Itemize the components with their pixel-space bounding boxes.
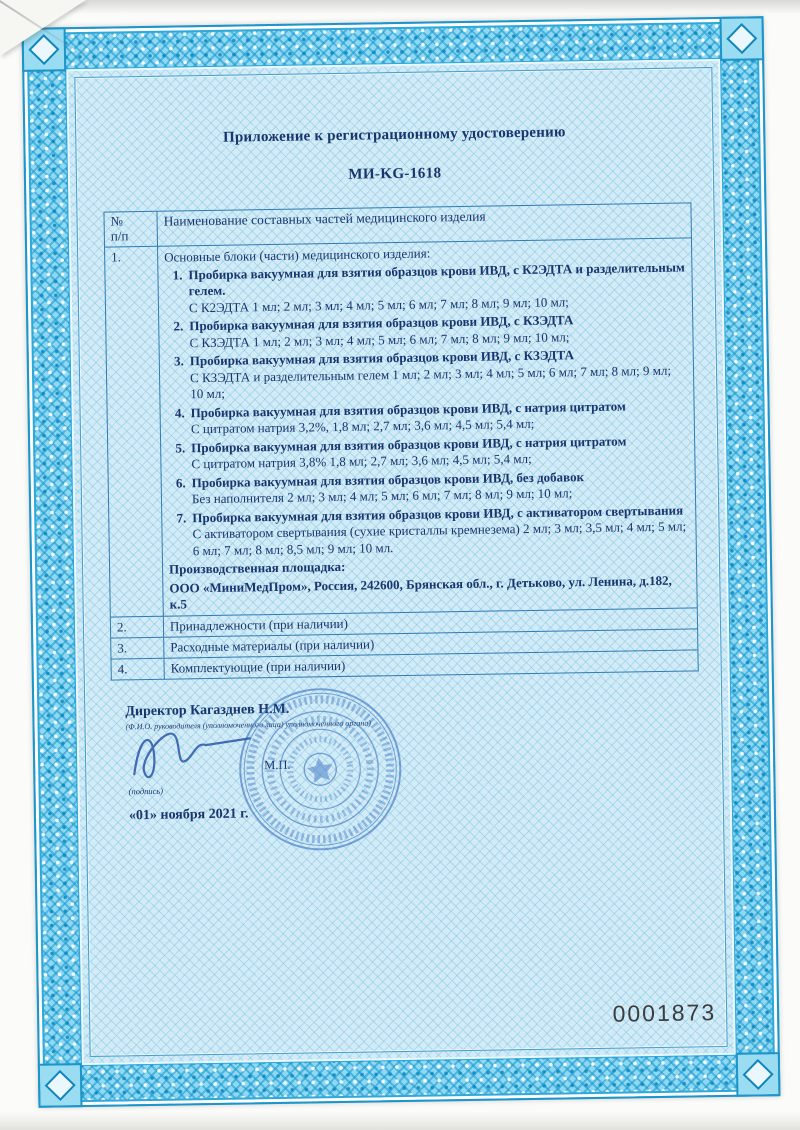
row-text: Принадлежности (при наличии): [163, 608, 697, 637]
item-text: [191, 398, 627, 438]
row-num: 2.: [110, 616, 163, 638]
row-num: 4.: [111, 658, 164, 680]
component-item: [167, 432, 688, 473]
component-item: [167, 397, 688, 438]
row-text: Расходные материалы (при наличии): [164, 629, 698, 658]
item-number: 7.: [176, 510, 187, 526]
item-number: 2.: [173, 318, 184, 334]
header-name: Наименование составных частей медицинского изделия: [157, 203, 691, 246]
component-item: [165, 311, 686, 352]
header-num: [104, 211, 158, 247]
item-number: 5.: [175, 440, 186, 456]
item-desc: С К2ЭДТА 1 мл; 2 мл; 3 мл; 4 мл; 5 мл; 6 мл; 7 мл; 8 мл; 9 мл; 10 мл;: [188, 294, 569, 316]
item-number: 3.: [173, 353, 184, 369]
item-title: Пробирка вакуумная для взятия образцов крови ИВД, с КЗЭДТА: [189, 312, 574, 334]
item-title: Пробирка вакуумная для взятия образцов крови ИВД, с активатором свертывания: [192, 502, 684, 526]
guilloche-border: [22, 16, 781, 1108]
header-num-line2: п/п: [110, 228, 129, 244]
item-text: [190, 346, 688, 403]
item-title: Пробирка вакуумная для взятия образцов крови ИВД, с натрия цитратом: [191, 433, 627, 456]
stamp-place-label: М.П.: [264, 757, 291, 773]
border-corner-ornament: [719, 16, 764, 61]
component-item: [166, 346, 688, 404]
handwritten-signature: [126, 722, 257, 788]
item-text: [189, 313, 574, 352]
row1-intro: Основные блоки (части) медицинского изделия:: [164, 245, 431, 265]
header-num-line1: №: [110, 213, 124, 229]
document-number: МИ-KG-1618: [348, 165, 442, 183]
item-desc: С КЗЭДТА и разделительным гелем 1 мл; 2 мл; 3 мл; 4 мл; 5 мл; 6 мл; 7 мл; 8 мл; 9 мл; 10 мл;: [189, 362, 672, 402]
component-item: [168, 467, 689, 508]
item-desc: С цитратом натрия 3,8% 1,8 мл; 2,7 мл; 3,6 мл; 4,5 мл; 5,4 мл;: [191, 451, 532, 472]
item-number: 6.: [175, 475, 186, 491]
border-corner-ornament: [38, 1063, 83, 1108]
table-row-main: [105, 238, 698, 617]
row-text: Комплектующие (при наличии): [164, 650, 698, 679]
item-title: Пробирка вакуумная для взятия образцов крови ИВД, с натрия цитратом: [190, 398, 626, 421]
item-desc: Без наполнителя 2 мл; 3 мл; 4 мл; 5 мл; 6 мл; 7 мл; 8 мл; 9 мл; 10 мл;: [191, 485, 573, 507]
item-desc: С КЗЭДТА 1 мл; 2 мл; 3 мл; 4 мл; 5 мл; 6 мл; 7 мл; 8 мл; 9 мл; 10 мл;: [189, 329, 570, 351]
item-text: [188, 259, 686, 316]
document-title: Приложение к регистрационному удостоверению: [222, 124, 566, 146]
signature-area: [125, 695, 698, 894]
signature-caption: (подпись): [128, 785, 164, 797]
row1-num: 1.: [105, 246, 164, 617]
item-title: Пробирка вакуумная для взятия образцов крови ИВД, с К2ЭДТА и разделительным гелем.: [188, 259, 685, 299]
row1-content: [158, 238, 698, 616]
production-site-text: ООО «МиниМедПром», Россия, 242600, Брянская обл., г. Детьково, ул. Ленина, д.182, к.5: [169, 572, 672, 613]
item-text: [192, 502, 690, 559]
director-name: Директор Кагазднев Н.М.: [125, 701, 290, 720]
component-item: [164, 259, 686, 317]
item-text: [192, 469, 585, 508]
component-item: [168, 502, 690, 560]
item-number: 1.: [172, 267, 183, 283]
item-text: [191, 433, 627, 473]
row-num: 3.: [111, 637, 164, 659]
item-title: Пробирка вакуумная для взятия образцов крови ИВД, без добавок: [191, 468, 585, 491]
item-desc: С активатором свертывания (сухие кристаллы кремнезема) 2 мл; 3 мл; 3,5 мл; 4 мл; 5 мл; 6 мл; 7 мл; 8 мл; 8,5 мл; 9 мл; 10 мл.: [192, 518, 687, 559]
item-number: 4.: [174, 405, 185, 421]
content: [75, 68, 726, 1056]
content-frame: [74, 67, 727, 1057]
certificate-field: [66, 59, 736, 1065]
item-title: Пробирка вакуумная для взятия образцов крови ИВД, с КЗЭДТА: [189, 347, 575, 369]
border-corner-ornament: [736, 1052, 781, 1097]
components-table: [103, 202, 698, 680]
serial-number: 0001873: [612, 999, 717, 1027]
document-date: «01» ноября 2021 г.: [128, 806, 249, 824]
director-note: (Ф.И.О. руководителя (уполномоченного лица) уполномоченного органа): [125, 718, 372, 732]
item-desc: С цитратом натрия 3,2%, 1,8 мл; 2,7 мл; 3,6 мл; 4,5 мл; 5,4 мл;: [190, 416, 535, 437]
production-site-label: Производственная площадка:: [168, 559, 346, 578]
